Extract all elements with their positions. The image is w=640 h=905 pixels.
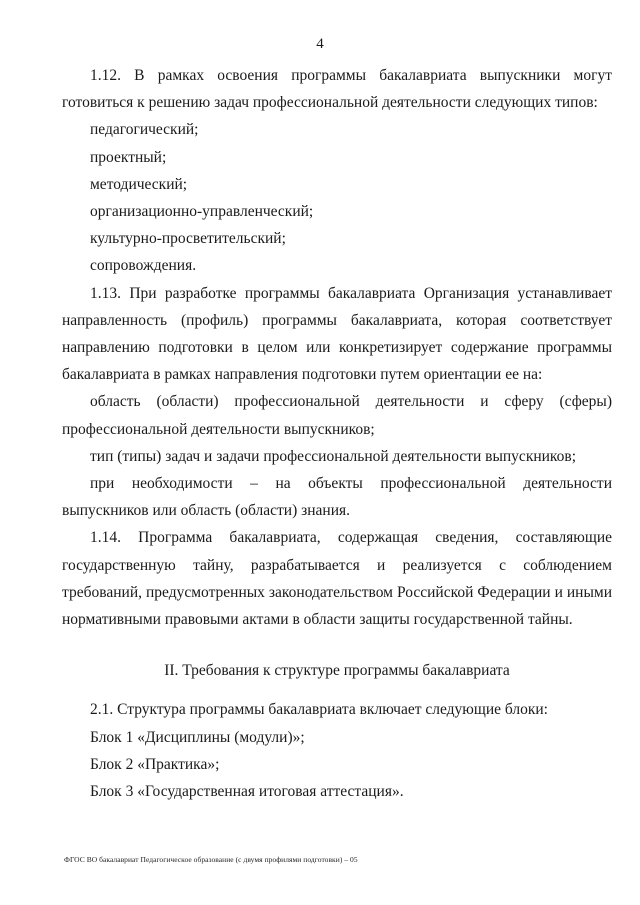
block-item-3: Блок 3 «Государственная итоговая аттестация». [90, 783, 404, 801]
paragraph-1-13: 1.13. При разработке программы бакалавриата Организация устанавливает направленность (профиль) программы бакалавриата, которая соответствует направлению подготовки в целом или конкретизирует содержание программы бакалавриата в рамках направления подготовки путем ориентации ее на: [62, 284, 612, 384]
list-item-type-6: сопровождения. [90, 257, 197, 275]
block-item-1: Блок 1 «Дисциплины (модули)»; [90, 728, 305, 746]
list-item-type-4: организационно-управленческий; [90, 203, 314, 221]
document-footer: ФГОС ВО бакалавриат Педагогическое образование (с двумя профилями подготовки) – 05 [64, 855, 358, 864]
paragraph-1-14: 1.14. Программа бакалавриата, содержащая сведения, составляющие государственную тайну, разрабатывается и реализуется с соблюдением требований, предусмотренных законодательством Российской Федерации и иными нормативными правовыми актами в области защиты государственной тайны. [62, 529, 612, 629]
block-item-2: Блок 2 «Практика»; [90, 755, 220, 773]
paragraph-2-1: 2.1. Структура программы бакалавриата включает следующие блоки: [90, 701, 548, 719]
list-item-type-2: проектный; [90, 148, 167, 166]
list-item-type-1: педагогический; [90, 121, 199, 139]
page-number: 4 [316, 36, 324, 52]
section-2-title: II. Требования к структуре программы бакалавриата [164, 662, 510, 680]
paragraph-1-12: 1.12. В рамках освоения программы бакалавриата выпускники могут готовиться к решению задач профессиональной деятельности следующих типов: [62, 67, 612, 112]
list-item-type-5: культурно-просветительский; [90, 230, 286, 248]
orientation-item-1: область (области) профессиональной деятельности и сферу (сферы) профессиональной деятельности выпускников; [62, 393, 612, 438]
orientation-item-3: при необходимости – на объекты профессиональной деятельности выпускников или область (области) знания. [62, 475, 612, 520]
page-body [62, 62, 612, 805]
orientation-item-2: тип (типы) задач и задачи профессиональной деятельности выпускников; [90, 447, 577, 465]
list-item-type-3: методический; [90, 175, 188, 193]
